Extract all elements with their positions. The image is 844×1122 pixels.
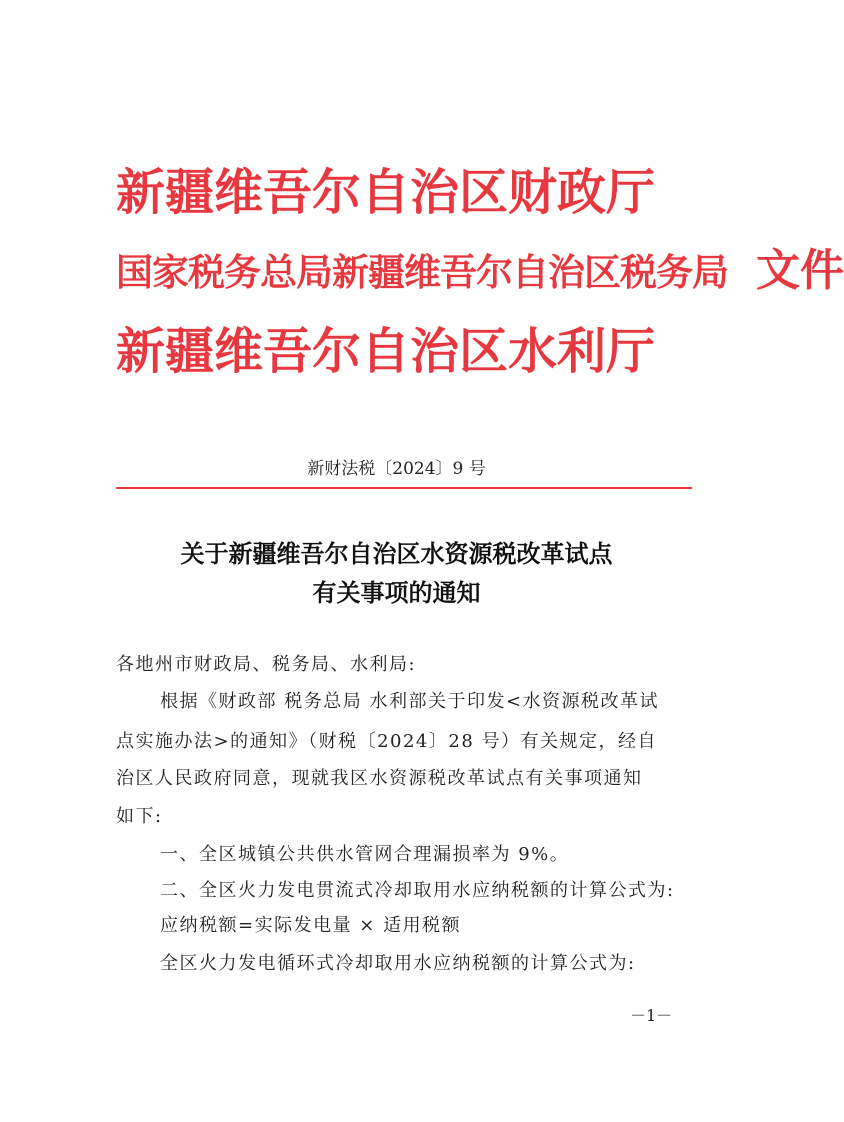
document-title-line1: 关于新疆维吾尔自治区水资源税改革试点	[180, 539, 613, 568]
paragraph-line: 如下:	[116, 806, 163, 827]
document-number: 新财法税〔2024〕9 号	[307, 459, 486, 479]
formula: 应纳税额=实际发电量 × 适用税额	[160, 915, 462, 936]
item-one: 一、全区城镇公共供水管网合理漏损率为 9%。	[160, 844, 570, 865]
item-two-continued: 全区火力发电循环式冷却取用水应纳税额的计算公式为:	[160, 953, 636, 974]
red-divider	[116, 487, 692, 489]
issuer-line-water: 新疆维吾尔自治区水利厅	[116, 323, 656, 380]
paragraph-line: 点实施办法>的通知》（财税〔2024〕28 号）有关规定，经自	[116, 731, 658, 752]
paragraph-line: 治区人民政府同意，现就我区水资源税改革试点有关事项通知	[116, 768, 643, 789]
paragraph-line: 根据《财政部 税务总局 水利部关于印发<水资源税改革试	[160, 691, 660, 712]
issuer-line-tax-text: 国家税务总局新疆维吾尔自治区税务局	[116, 251, 728, 294]
document-title-line2: 有关事项的通知	[312, 578, 481, 607]
item-two: 二、全区火力发电贯流式冷却取用水应纳税额的计算公式为:	[160, 880, 675, 901]
issuer-line-finance: 新疆维吾尔自治区财政厅	[116, 164, 656, 221]
issuer-line-tax	[116, 245, 844, 296]
addressee: 各地州市财政局、税务局、水利局:	[116, 654, 417, 675]
document-label: 文件	[756, 245, 844, 296]
page-number: －1－	[630, 1006, 673, 1025]
